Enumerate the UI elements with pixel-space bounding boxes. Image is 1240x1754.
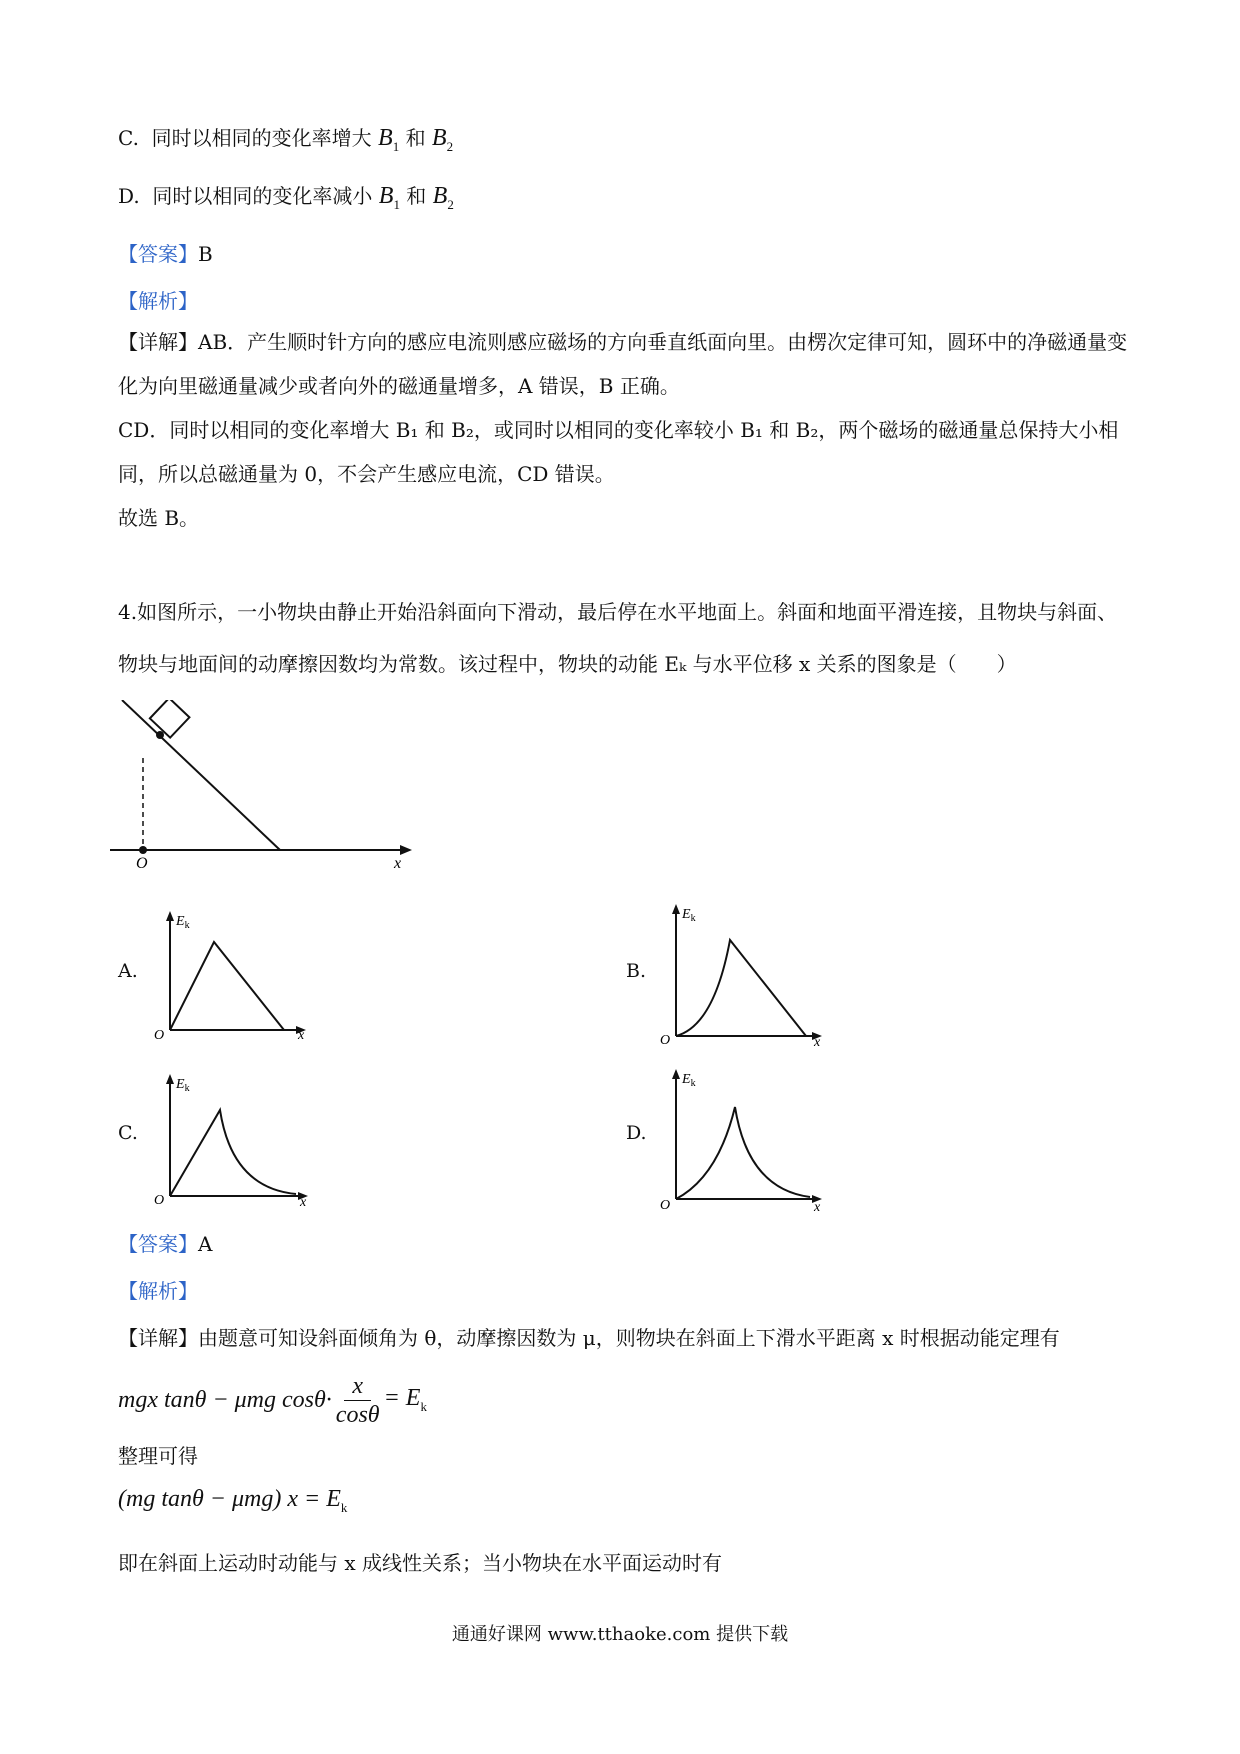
detail-1-p3: 故选 B。 xyxy=(118,506,200,530)
detail-1 xyxy=(118,320,1128,540)
graph-d xyxy=(656,1063,836,1213)
graph-d-curve xyxy=(676,1107,810,1199)
svg-text:O: O xyxy=(660,1198,671,1213)
detail-1-p2: CD．同时以相同的变化率增大 B₁ 和 B₂，或同时以相同的变化率较小 B₁ 和 B₂，两个磁场的磁通量总保持大小相同，所以总磁通量为 0，不会产生感应电流，CD 错误。 xyxy=(118,418,1119,486)
graph-c xyxy=(150,1068,320,1208)
origin-label: O xyxy=(136,855,148,870)
question-4: 4.如图所示，一小物块由静止开始沿斜面向下滑动，最后停在水平地面上。斜面和地面平滑连接，且物块与斜面、物块与地面间的动摩擦因数均为常数。该过程中，物块的动能 Eₖ 与水平位移 x 关系的图象是（ ） xyxy=(118,600,1118,676)
svg-text:x: x xyxy=(300,1195,307,1208)
svg-text:x: x xyxy=(814,1035,821,1048)
equation-1: mgx tanθ − μmg cosθ· $\frac{x}{\cos\theta}$ = $E_k$ xyxy=(118,1372,427,1428)
svg-text:Ek: $E_k$ xyxy=(682,907,696,924)
graph-a-curve xyxy=(170,942,284,1030)
svg-text:O: O xyxy=(660,1033,671,1048)
option-c-prev: C. 同时以相同的变化率增大 $B_1$ 和 $B_2$ xyxy=(118,125,454,154)
answer-1: 【答案】B xyxy=(118,242,213,266)
graph-a xyxy=(150,905,320,1040)
svg-text:x: x xyxy=(814,1200,821,1213)
svg-text:Ek: $E_k$ xyxy=(176,914,190,931)
equation-2: (mg tanθ − μmg) $x = E_k$ xyxy=(118,1486,348,1515)
svg-text:O: O xyxy=(154,1028,165,1040)
svg-text:O: O xyxy=(154,1193,165,1208)
graph-c-curve xyxy=(170,1110,296,1196)
incline-line xyxy=(122,700,280,850)
graph-option-d-label: D. xyxy=(626,1122,647,1144)
graph-option-a-label: A. xyxy=(118,960,138,982)
analysis-1: 【解析】 xyxy=(118,289,198,313)
svg-text:x: x xyxy=(298,1028,305,1040)
axis-arrow xyxy=(400,845,412,855)
svg-text:Ek: $E_k$ xyxy=(682,1072,696,1089)
graph-b xyxy=(656,898,836,1048)
detail-2-intro: 【详解】由题意可知设斜面倾角为 θ，动摩擦因数为 μ，则物块在斜面上下滑水平距离 x 时根据动能定理有 xyxy=(118,1326,1060,1350)
footer: 通通好课网 www.tthaoke.com 提供下载 xyxy=(451,1624,789,1645)
analysis-2: 【解析】 xyxy=(118,1279,198,1303)
x-axis-label: x xyxy=(394,855,402,870)
detail-2-p2: 整理可得 xyxy=(118,1444,198,1468)
incline-figure xyxy=(100,700,420,870)
origin-dot xyxy=(139,846,147,854)
detail-1-p1: 【详解】AB．产生顺时针方向的感应电流则感应磁场的方向垂直纸面向里。由楞次定律可知，圆环中的净磁通量变化为向里磁通量减少或者向外的磁通量增多，A 错误，B 正确。 xyxy=(118,330,1128,398)
option-d-prev: D. 同时以相同的变化率减小 $B_1$ 和 $B_2$ xyxy=(118,183,454,212)
graph-option-b-label: B. xyxy=(626,960,647,982)
svg-text:Ek: $E_k$ xyxy=(176,1077,190,1094)
detail-2-p3: 即在斜面上运动时动能与 x 成线性关系；当小物块在水平面运动时有 xyxy=(118,1551,722,1575)
graph-b-curve xyxy=(676,940,806,1036)
answer-2: 【答案】A xyxy=(118,1232,213,1256)
graph-option-c-label: C. xyxy=(118,1122,138,1144)
equation-1-fraction: $\frac{x}{\cos\theta}$ xyxy=(335,1372,380,1428)
block-mass-dot xyxy=(156,731,164,739)
